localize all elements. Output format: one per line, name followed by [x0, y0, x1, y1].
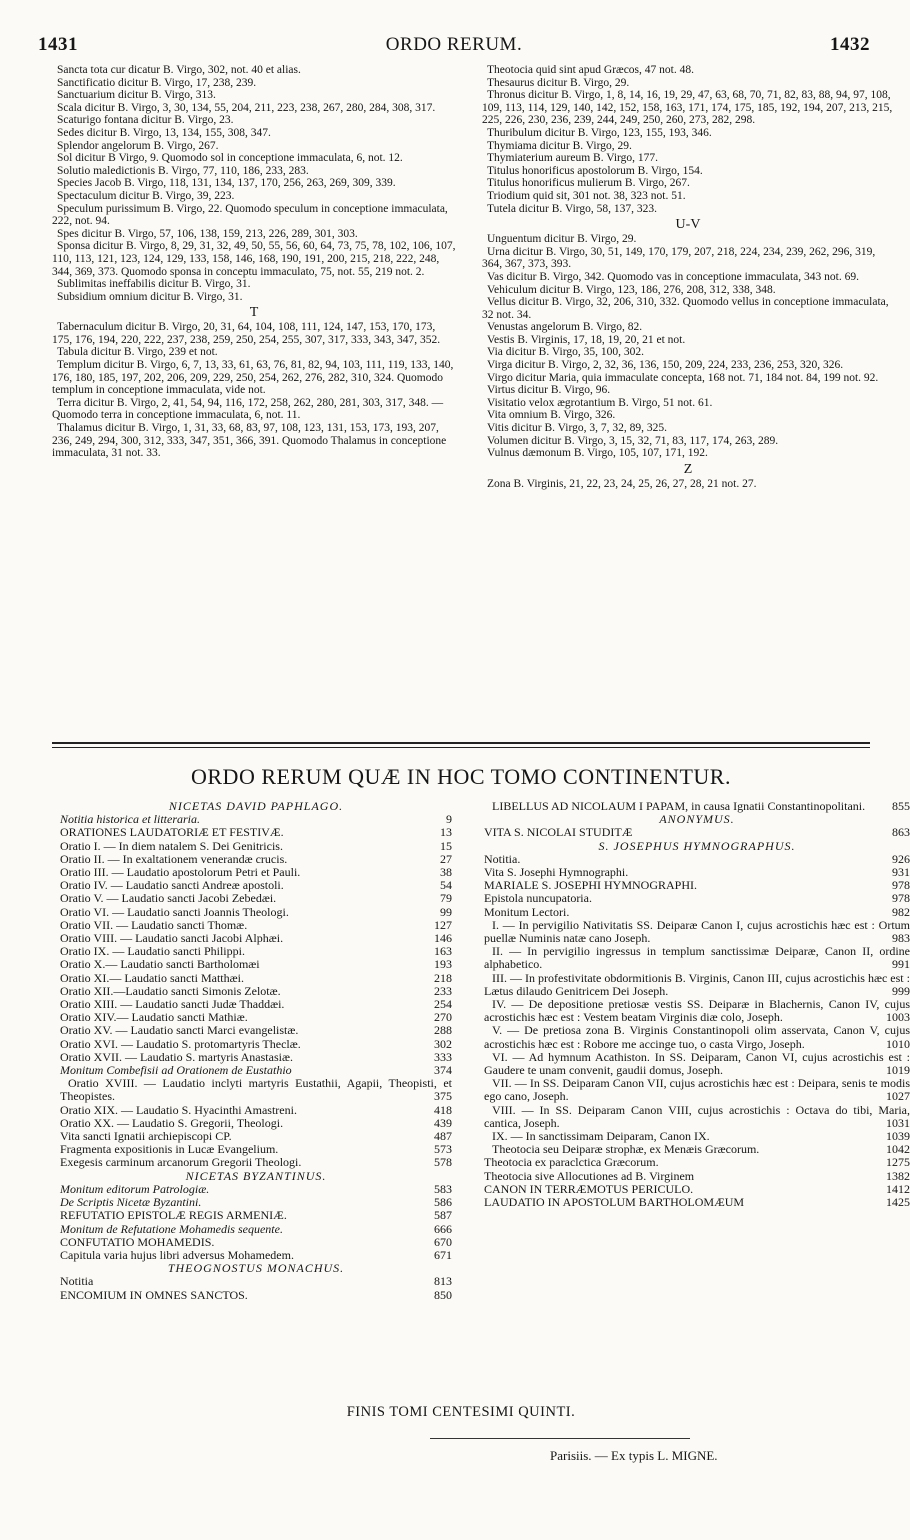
- entry-page: 99: [440, 904, 452, 919]
- entry-page: 1039: [886, 1129, 910, 1144]
- index-entry: Species Jacob B. Virgo, 118, 131, 134, 137, 170, 256, 263, 269, 309, 339.: [57, 177, 396, 190]
- finis-line: FINIS TOMI CENTESIMI QUINTI.: [346, 1404, 576, 1420]
- index-entry: Scaturigo fontana dicitur B. Virgo, 23.: [57, 114, 234, 127]
- entry-title: ENCOMIUM IN OMNES SANCTOS.: [60, 1287, 248, 1302]
- entry-page: 1031: [886, 1115, 910, 1130]
- section-heading: THEOGNOSTUS MONACHUS.: [167, 1261, 345, 1276]
- entry-title: Oratio XX. — Laudatio S. Gregorii, Theologi.: [60, 1115, 284, 1130]
- entry-page: 1010: [886, 1036, 910, 1051]
- entry-title: Oratio XVI. — Laudatio S. protomartyris Theclæ.: [60, 1036, 301, 1051]
- index-entry: Templum dicitur B. Virgo, 6, 7, 13, 33, 61, 63, 76, 81, 82, 94, 103, 111, 119, 133, 140, 176, 180, 185, 197, 202, 206, 209, 229, 250, 254, 262, 276, 282, 310, 324. Quomodo templum in conceptione immaculata, vide not.: [52, 359, 454, 397]
- contents-entry: [60, 1236, 452, 1249]
- contents-entry: [60, 1038, 452, 1051]
- entry-title: Oratio X.— Laudatio sancti Bartholomæi: [60, 957, 260, 972]
- entry-page: 375: [434, 1089, 452, 1104]
- printer-imprint: Parisiis. — Ex typis L. MIGNE.: [550, 1448, 718, 1463]
- contents-entry: [60, 1104, 452, 1117]
- index-entry: Sanctuarium dicitur B. Virgo, 313.: [57, 89, 216, 102]
- entry-title: Oratio XIII. — Laudatio sancti Judæ Thaddæi.: [60, 997, 285, 1012]
- index-entry: Urna dicitur B. Virgo, 30, 51, 149, 170, 179, 207, 218, 224, 234, 239, 262, 296, 319, 364, 367, 373, 393.: [482, 245, 876, 271]
- index-entry: Visitatio velox ægrotantium B. Virgo, 51 not. 61.: [487, 396, 713, 409]
- contents-entry: [60, 1156, 452, 1169]
- entry-page: 1275: [886, 1155, 910, 1170]
- entry-page: 288: [434, 1023, 452, 1038]
- entry-title: Oratio XVII. — Laudatio S. martyris Anastasiæ.: [60, 1049, 293, 1064]
- entry-page: 38: [440, 865, 452, 880]
- entry-page: 233: [434, 983, 452, 998]
- index-entry: Venustas angelorum B. Virgo, 82.: [487, 321, 643, 334]
- entry-page: 573: [434, 1142, 452, 1157]
- index-entry: Thesaurus dicitur B. Virgo, 29.: [487, 76, 630, 89]
- index-entry: Thymiaterium aureum B. Virgo, 177.: [487, 152, 659, 165]
- index-entry: Thymiama dicitur B. Virgo, 29.: [487, 139, 632, 152]
- entry-title: Oratio V. — Laudatio sancti Jacobi Zebedæi.: [60, 891, 277, 906]
- section-heading: S. JOSEPHUS HYMNOGRAPHUS.: [598, 838, 796, 853]
- running-title: ORDO RERUM.: [385, 34, 523, 55]
- contents-entry: [484, 826, 910, 839]
- entry-page: 982: [892, 904, 910, 919]
- index-entry: Sol dicitur B Virgo, 9. Quomodo sol in conceptione immaculata, 6, not. 12.: [57, 152, 403, 165]
- contents-entry: [60, 1077, 452, 1103]
- contents-entry: [484, 1077, 910, 1103]
- entry-title: Oratio VII. — Laudatio sancti Thomæ.: [60, 917, 248, 932]
- contents-entry: [60, 826, 452, 839]
- index-entry: Spes dicitur B. Virgo, 57, 106, 138, 159, 213, 226, 289, 301, 303.: [57, 227, 358, 240]
- entry-page: 926: [892, 851, 910, 866]
- contents-entry: [484, 1024, 910, 1050]
- entry-page: 1412: [886, 1181, 910, 1196]
- entry-title: I. — In pervigilio Nativitatis SS. Deiparæ Canon I, cujus acrostichis hæc est : Ortum puellæ Numinis natæ cano Joseph.: [484, 917, 910, 946]
- entry-title: II. — In pervigilio ingressus in templum sanctissimæ Deiparæ, Canon II, ordine alphabetico.: [484, 944, 910, 972]
- entry-page: 1382: [886, 1168, 910, 1183]
- entry-title: III. — In profestivitate obdormitionis B. Virginis, Canon III, cujus acrostichis hæc est : Lætus dilaudo Genitricem Dei Joseph.: [484, 970, 910, 998]
- contents-entry: [484, 972, 910, 998]
- index-entry: Tabula dicitur B. Virgo, 239 et not.: [57, 346, 218, 359]
- entry-page: 1019: [886, 1063, 910, 1078]
- entry-page: 991: [892, 957, 910, 972]
- entry-page: 270: [434, 1010, 452, 1025]
- entry-page: 79: [440, 891, 452, 906]
- entry-title: Theotocia ex paraclctica Græcorum.: [484, 1155, 659, 1170]
- entry-title: Notitia: [60, 1274, 94, 1289]
- index-entry: Speculum purissimum B. Virgo, 22. Quomodo speculum in conceptione immaculata, 222, not. 94.: [52, 202, 448, 228]
- entry-page: 855: [892, 799, 910, 813]
- entry-page: 863: [892, 825, 910, 840]
- entry-title: Notitia.: [484, 851, 521, 866]
- running-head: [38, 34, 870, 60]
- entry-page: 999: [892, 983, 910, 998]
- entry-page: 983: [892, 931, 910, 946]
- entry-title: Monitum Lectori.: [484, 904, 570, 919]
- index-left-column: [52, 64, 456, 460]
- contents-entry: [484, 919, 910, 945]
- entry-page: 586: [434, 1195, 452, 1210]
- entry-title: MARIALE S. JOSEPHI HYMNOGRAPHI.: [484, 878, 698, 893]
- entry-page: 374: [434, 1063, 452, 1078]
- index-entry: Sublimitas ineffabilis dicitur B. Virgo, 31.: [57, 278, 251, 291]
- entry-title: Vita S. Josephi Hymnographi.: [484, 865, 629, 880]
- entry-title: Oratio XV. — Laudatio sancti Marci evangelistæ.: [60, 1023, 299, 1038]
- entry-page: 583: [434, 1181, 452, 1196]
- index-entry: Thronus dicitur B. Virgo, 1, 8, 14, 16, 19, 29, 47, 63, 68, 70, 71, 82, 83, 88, 94, 97, 108, 109, 113, 114, 129, 140, 142, 152, 158, 163, 171, 174, 175, 185, 192, 194, 207, 213, 215, 225, 226, 230, 236, 239, 244, 249, 250, 260, 273, 282, 298.: [482, 89, 893, 127]
- index-entry: Vas dicitur B. Virgo, 342. Quomodo vas in conceptione immaculata, 343 not. 69.: [487, 270, 859, 283]
- contents-entry: [484, 998, 910, 1024]
- entry-page: 418: [434, 1102, 452, 1117]
- entry-title: REFUTATIO EPISTOLÆ REGIS ARMENIÆ.: [60, 1208, 287, 1223]
- contents-entry: [60, 906, 452, 919]
- contents-entry: [484, 1170, 910, 1183]
- letter-heading-z: Z: [683, 461, 693, 477]
- entry-page: 670: [434, 1234, 452, 1249]
- entry-title: Oratio IX. — Laudatio sancti Philippi.: [60, 944, 245, 959]
- letter-heading-uv: U-V: [675, 217, 701, 233]
- entry-page: 813: [434, 1274, 452, 1289]
- section-heading: NICETAS DAVID PAPHLAGO.: [168, 799, 344, 813]
- entry-page: 302: [434, 1036, 452, 1051]
- entry-title: CONFUTATIO MOHAMEDIS.: [60, 1234, 215, 1249]
- entry-title: Epistola nuncupatoria.: [484, 891, 592, 906]
- index-right-column: [482, 64, 894, 490]
- contents-entry: [60, 1024, 452, 1037]
- index-entry: Vellus dicitur B. Virgo, 32, 206, 310, 332. Quomodo vellus in conceptione immaculata, 32 not. 34.: [482, 296, 889, 321]
- entry-title: Oratio VIII. — Laudatio sancti Jacobi Alphæi.: [60, 931, 284, 946]
- entry-page: 127: [434, 917, 452, 932]
- entry-page: 487: [434, 1129, 452, 1144]
- entry-page: 9: [446, 812, 452, 827]
- section-heading: ANONYMUS.: [659, 812, 735, 827]
- entry-page: 333: [434, 1049, 452, 1064]
- index-entry: Thuribulum dicitur B. Virgo, 123, 155, 193, 346.: [487, 126, 712, 139]
- index-entry: Subsidium omnium dicitur B. Virgo, 31.: [57, 290, 243, 303]
- entry-title: Theotocia sive Allocutiones ad B. Virginem: [484, 1168, 695, 1183]
- entry-page: 578: [434, 1155, 452, 1170]
- index-entry: Scala dicitur B. Virgo, 3, 30, 134, 55, 204, 211, 223, 238, 267, 280, 284, 308, 317.: [57, 101, 436, 114]
- index-entry: Vestis B. Virginis, 17, 18, 19, 20, 21 et not.: [487, 333, 686, 346]
- contents-entry: [484, 1104, 910, 1130]
- entry-title: V. — De pretiosa zona B. Virginis Constantinopoli olim asservata, Canon V, cujus acrostichis hæc est : Robore me accinge tuo, o casta Virgo, Joseph.: [484, 1023, 910, 1051]
- entry-title: ORATIONES LAUDATORIÆ ET FESTIVÆ.: [60, 825, 284, 840]
- index-entry: Triodium quid sit, 301 not. 38, 323 not. 51.: [487, 189, 686, 202]
- entry-page: 163: [434, 944, 452, 959]
- index-entry: Spectaculum dicitur B. Virgo, 39, 223.: [57, 189, 235, 202]
- entry-page: 193: [434, 957, 452, 972]
- entry-page: 13: [440, 825, 452, 840]
- index-entry: Zona B. Virginis, 21, 22, 23, 24, 25, 26, 27, 28, 21 not. 27.: [487, 477, 757, 490]
- index-entry: Virga dicitur B. Virgo, 2, 32, 36, 136, 150, 209, 224, 233, 236, 253, 320, 326.: [487, 359, 844, 372]
- index-entry: Via dicitur B. Virgo, 35, 100, 302.: [487, 346, 644, 359]
- contents-entry: [484, 1051, 910, 1077]
- entry-page: 666: [434, 1221, 452, 1236]
- contents-right-column: [484, 800, 910, 1209]
- contents-entry: [484, 1196, 910, 1209]
- entry-title: Oratio I. — In diem natalem S. Dei Genitricis.: [60, 838, 283, 853]
- entry-title: Monitum de Refutatione Mohamedis sequente.: [60, 1221, 283, 1236]
- index-entry: Titulus honorificus apostolorum B. Virgo, 154.: [487, 164, 703, 177]
- entry-page: 218: [434, 970, 452, 985]
- entry-page: 1003: [886, 1010, 910, 1025]
- subject-index: [52, 64, 893, 736]
- entry-title: IX. — In sanctissimam Deiparam, Canon IX.: [492, 1129, 710, 1144]
- divider-rule-top: [52, 742, 870, 744]
- entry-title: VITA S. NICOLAI STUDITÆ: [484, 825, 633, 840]
- entry-page: 15: [440, 838, 452, 853]
- index-entry: Vehiculum dicitur B. Virgo, 123, 186, 276, 208, 312, 338, 348.: [487, 283, 776, 296]
- entry-title: Oratio III. — Laudatio apostolorum Petri et Pauli.: [60, 865, 301, 880]
- entry-page: 587: [434, 1208, 452, 1223]
- contents-entry: [60, 1289, 452, 1302]
- imprint-rule: [430, 1438, 690, 1439]
- entry-title: LAUDATIO IN APOSTOLUM BARTHOLOMÆUM: [484, 1195, 745, 1210]
- entry-title: VII. — In SS. Deiparam Canon VII, cujus acrostichis hæc est : Deipara, senis te modis ego cano, Joseph.: [484, 1076, 910, 1104]
- entry-title: Exegesis carminum arcanorum Gregorii Theologi.: [60, 1155, 302, 1170]
- entry-page: 671: [434, 1247, 452, 1262]
- entry-title: Monitum editorum Patrologiæ.: [60, 1181, 210, 1196]
- entry-page: 1425: [886, 1195, 910, 1210]
- entry-page: 146: [434, 931, 452, 946]
- entry-title: CANON IN TERRÆMOTUS PERICULO.: [484, 1181, 694, 1196]
- entry-page: 978: [892, 878, 910, 893]
- entry-title: Oratio XVIII. — Laudatio inclyti martyris Eustathii, Agapii, Theopisti, et Theopistes.: [60, 1076, 452, 1104]
- index-entry: Sedes dicitur B. Virgo, 13, 134, 155, 308, 347.: [57, 126, 271, 139]
- entry-title: Notitia historica et litteraria.: [60, 812, 201, 827]
- entry-page: 1042: [886, 1142, 910, 1157]
- index-entry: Tutela dicitur B. Virgo, 58, 137, 323.: [487, 202, 658, 215]
- entry-title: Oratio XI.— Laudatio sancti Matthæi.: [60, 970, 244, 985]
- contents-entry: [484, 892, 910, 905]
- entry-title: IV. — De depositione pretiosæ vestis SS. Deiparæ in Blachernis, Canon IV, cujus acrostichis hæc est : Vestem beatam Virginis diæ colo, Joseph.: [484, 997, 910, 1025]
- entry-title: Capitula varia hujus libri adversus Mohamedem.: [60, 1247, 294, 1262]
- index-entry: Theotocia quid sint apud Græcos, 47 not. 48.: [487, 64, 694, 76]
- entry-title: Vita sancti Ignatii archiepiscopi CP.: [60, 1129, 232, 1144]
- entry-page: 850: [434, 1287, 452, 1302]
- index-entry: Virtus dicitur B. Virgo, 96.: [487, 384, 611, 397]
- entry-page: 54: [440, 878, 452, 893]
- entry-title: Oratio XII.—Laudatio sancti Simonis Zelotæ.: [60, 983, 281, 998]
- contents-entry: [484, 945, 910, 971]
- section-heading: NICETAS BYZANTINUS.: [185, 1168, 327, 1183]
- contents-left-column: [60, 800, 452, 1302]
- index-entry: Virgo dicitur Maria, quia immaculate concepta, 168 not. 71, 184 not. 84, 199 not. 92.: [487, 371, 879, 384]
- index-entry: Titulus honorificus mulierum B. Virgo, 267.: [487, 177, 690, 190]
- index-entry: Terra dicitur B. Virgo, 2, 41, 54, 94, 116, 172, 258, 262, 280, 281, 303, 317, 348. — Quomodo terra in conceptione immaculata, 6, not. 11.: [52, 396, 444, 422]
- index-entry: Vitis dicitur B. Virgo, 3, 7, 32, 89, 325.: [487, 422, 667, 435]
- entry-title: De Scriptis Nicetæ Byzantini.: [60, 1195, 202, 1210]
- contents-entry: [60, 1275, 452, 1288]
- entry-page: 1027: [886, 1089, 910, 1104]
- contents-entry: [60, 1223, 452, 1236]
- index-entry: Vita omnium B. Virgo, 326.: [487, 409, 616, 422]
- index-entry: Splendor angelorum B. Virgo, 267.: [57, 139, 219, 152]
- contents-entry: [60, 958, 452, 971]
- entry-page: 254: [434, 997, 452, 1012]
- entry-page: 439: [434, 1115, 452, 1130]
- entry-title: Oratio VI. — Laudatio sancti Joannis Theologi.: [60, 904, 289, 919]
- right-page-number: 1432: [830, 34, 870, 55]
- entry-title: LIBELLUS AD NICOLAUM I PAPAM, in causa Ignatii Constantinopolitani.: [492, 799, 866, 813]
- entry-title: Oratio XIX. — Laudatio S. Hyacinthi Amastreni.: [60, 1102, 297, 1117]
- divider-rule-bottom: [52, 747, 870, 748]
- contents-entry: [60, 972, 452, 985]
- index-entry: Unguentum dicitur B. Virgo, 29.: [487, 233, 637, 246]
- contents-entry: [60, 892, 452, 905]
- entry-title: Monitum Combefisii ad Orationem de Eustathio: [60, 1063, 292, 1078]
- index-entry: Tabernaculum dicitur B. Virgo, 20, 31, 64, 104, 108, 111, 124, 147, 153, 170, 173, 175, 176, 194, 220, 222, 237, 238, 259, 250, 254, 255, 307, 317, 333, 343, 347, 352.: [52, 321, 441, 346]
- index-entry: Vulnus dæmonum B. Virgo, 105, 107, 171, 192.: [487, 447, 708, 460]
- left-page-number: 1431: [38, 34, 78, 55]
- contents-entry: [484, 1156, 910, 1169]
- index-entry: Thalamus dicitur B. Virgo, 1, 31, 33, 68, 83, 97, 108, 123, 131, 153, 173, 193, 207, 236, 249, 294, 300, 312, 333, 347, 351, 366, 391. Quomodo Thalamus in conceptione immaculata, 31 not. 33.: [52, 422, 447, 460]
- index-entry: Sponsa dicitur B. Virgo, 8, 29, 31, 32, 49, 50, 55, 56, 60, 64, 73, 75, 78, 102, 106, 107, 110, 113, 121, 123, 124, 129, 133, 158, 146, 168, 190, 191, 200, 215, 218, 222, 248, 344, 369, 373. Quomodo sponsa in conceptu immaculato, 75, not. 55, 219 not. 2.: [52, 240, 456, 278]
- letter-heading-t: T: [249, 305, 259, 321]
- entry-page: 27: [440, 851, 452, 866]
- contents-entry: [60, 840, 452, 853]
- index-entry: Sancta tota cur dicatur B. Virgo, 302, not. 40 et alias.: [57, 64, 301, 76]
- entry-page: 931: [892, 865, 910, 880]
- entry-page: 978: [892, 891, 910, 906]
- entry-title: VIII. — In SS. Deiparam Canon VIII, cujus acrostichis : Octava do tibi, Maria, cantica, Joseph.: [484, 1102, 910, 1130]
- entry-title: Fragmenta expositionis in Lucæ Evangelium.: [60, 1142, 279, 1157]
- table-of-contents: [60, 799, 910, 1390]
- entry-title: VI. — Ad hymnum Acathiston. In SS. Deiparam, Canon VI, cujus acrostichis est : Gaudere te unam convenit, gaudii domus, Joseph.: [484, 1049, 910, 1078]
- index-entry: Volumen dicitur B. Virgo, 3, 15, 32, 71, 83, 117, 174, 263, 289.: [487, 434, 779, 447]
- entry-title: Oratio IV. — Laudatio sancti Andreæ apostoli.: [60, 878, 284, 893]
- entry-title: Theotocia seu Deiparæ strophæ, ex Menæis Græcorum.: [492, 1142, 760, 1157]
- index-entry: Solutio maledictionis B. Virgo, 77, 110, 186, 233, 283.: [57, 164, 309, 177]
- contents-entry: [60, 1209, 452, 1222]
- contents-title: ORDO RERUM QUÆ IN HOC TOMO CONTINENTUR.: [191, 764, 731, 789]
- entry-title: Oratio II. — In exaltationem venerandæ crucis.: [60, 851, 288, 866]
- entry-title: Oratio XIV.— Laudatio sancti Mathiæ.: [60, 1010, 248, 1025]
- index-entry: Sanctificatio dicitur B. Virgo, 17, 238, 239.: [57, 76, 257, 89]
